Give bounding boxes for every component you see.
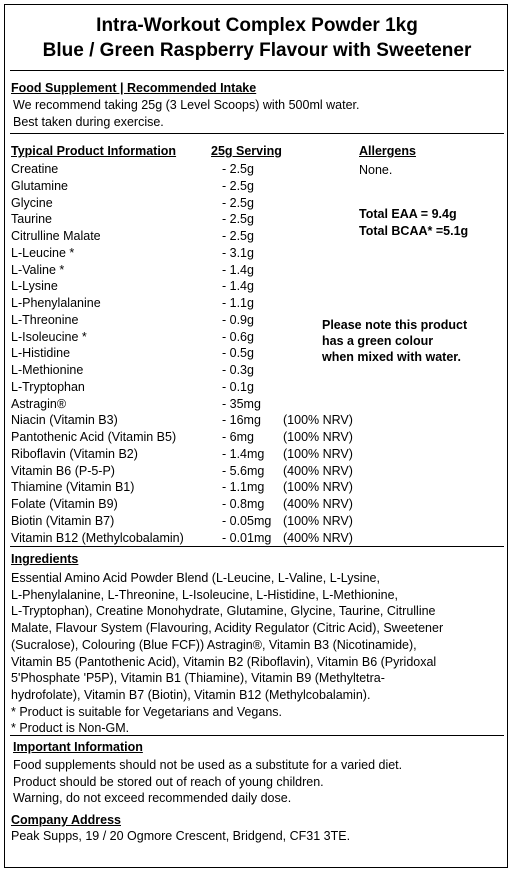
intake-line: We recommend taking 25g (3 Level Scoops) with 500ml water.: [13, 98, 360, 112]
nutrient-nrv: (100% NRV): [283, 430, 353, 444]
col-serving-header: 25g Serving: [211, 144, 282, 158]
ingredients-line: * Product is Non-GM.: [11, 721, 130, 736]
nutrient-name: L-Valine *: [11, 262, 65, 277]
total-bcaa: Total BCAA* =5.1g: [359, 224, 469, 238]
divider: [10, 70, 504, 71]
ingredients-line: Malate, Flavour System (Flavouring, Acidity Regulator (Citric Acid), Sweetener: [11, 621, 444, 636]
nutrient-amount: - 2.5g: [222, 162, 254, 176]
product-subtitle: Blue / Green Raspberry Flavour with Sweetener: [42, 40, 472, 61]
nutrient-name: L-Threonine: [11, 312, 79, 327]
nutrient-name: L-Histidine: [11, 346, 71, 361]
nutrient-nrv: (100% NRV): [283, 513, 353, 528]
nutrient-amount: - 0.1g: [222, 379, 254, 394]
nutrient-nrv: (100% NRV): [283, 480, 353, 495]
ingredients-line: hydrofolate), Vitamin B7 (Biotin), Vitamin B12 (Methylcobalamin).: [11, 687, 371, 702]
nutrient-amount: - 35mg: [222, 396, 261, 411]
nutrient-amount: - 2.5g: [222, 229, 254, 243]
nutrient-name: Glutamine: [11, 178, 68, 193]
nutrient-name: Pantothenic Acid (Vitamin B5): [11, 430, 177, 444]
nutrient-name: Biotin (Vitamin B7): [11, 513, 115, 528]
nutrient-amount: - 16mg: [222, 413, 261, 428]
nutrient-amount: - 0.8mg: [222, 497, 265, 511]
nutrient-amount: - 3.1g: [222, 245, 254, 260]
nutrient-amount: - 0.3g: [222, 363, 254, 377]
divider: [10, 133, 504, 134]
important-line: Warning, do not exceed recommended daily dose.: [13, 791, 292, 806]
nutrient-name: Riboflavin (Vitamin B2): [11, 446, 138, 461]
nutrient-amount: - 2.5g: [222, 178, 254, 193]
divider: [10, 546, 504, 547]
nutrient-name: Glycine: [11, 195, 53, 210]
ingredients-heading: Ingredients: [11, 552, 79, 566]
ingredients-line: (Sucralose), Colouring (Blue FCF)) Astragin®, Vitamin B3 (Nicotinamide),: [11, 637, 417, 652]
nutrient-name: Citrulline Malate: [11, 229, 101, 243]
ingredients-line: 5'Phosphate 'P5P), Vitamin B1 (Thiamine), Vitamin B9 (Methyltetra-: [11, 671, 385, 686]
company-address: Peak Supps, 19 / 20 Ogmore Crescent, Bridgend, CF31 3TE.: [11, 829, 351, 843]
nutrient-name: Thiamine (Vitamin B1): [11, 480, 135, 495]
nutrient-amount: - 0.5g: [222, 346, 254, 361]
nutrient-name: L-Phenylalanine: [11, 296, 101, 310]
nutrient-name: L-Isoleucine *: [11, 329, 87, 344]
nutrient-amount: - 5.6mg: [222, 463, 265, 478]
allergens-value: None.: [359, 163, 393, 177]
divider: [10, 735, 504, 736]
colour-note: when mixed with water.: [322, 350, 461, 364]
intake-line: Best taken during exercise.: [13, 115, 164, 129]
nutrient-name: Folate (Vitamin B9): [11, 497, 118, 511]
nutrient-name: Astragin®: [11, 396, 67, 411]
nutrient-name: Creatine: [11, 162, 59, 176]
nutrient-amount: - 0.05mg: [222, 513, 272, 528]
ingredients-line: L-Tryptophan), Creatine Monohydrate, Glutamine, Glycine, Taurine, Citrulline: [11, 604, 436, 619]
nutrient-nrv: (100% NRV): [283, 446, 353, 461]
colour-note: has a green colour: [322, 334, 434, 348]
ingredients-line: Essential Amino Acid Powder Blend (L-Leucine, L-Valine, L-Lysine,: [11, 571, 380, 585]
nutrient-nrv: (400% NRV): [283, 497, 353, 511]
nutrient-nrv: (100% NRV): [283, 413, 353, 428]
nutrient-name: Taurine: [11, 212, 52, 227]
col-info-header: Typical Product Information: [11, 144, 177, 158]
important-text: [13, 757, 493, 807]
ingredients-text: [11, 570, 491, 737]
company-heading: Company Address: [11, 813, 121, 827]
product-title: Intra-Workout Complex Powder 1kg: [96, 15, 418, 36]
nutrient-amount: - 1.1g: [222, 296, 254, 310]
nutrient-amount: - 0.01mg: [222, 530, 272, 545]
nutrient-amount: - 2.5g: [222, 195, 254, 210]
colour-note: Please note this product: [322, 318, 468, 332]
nutrient-amount: - 1.4g: [222, 279, 254, 294]
nutrient-name: Vitamin B12 (Methylcobalamin): [11, 530, 184, 545]
nutrient-amount: - 0.6g: [222, 329, 254, 344]
ingredients-line: L-Phenylalanine, L-Threonine, L-Isoleucine, L-Histidine, L-Methionine,: [11, 587, 399, 602]
ingredients-line: * Product is suitable for Vegetarians and Vegans.: [11, 704, 283, 719]
important-line: Food supplements should not be used as a substitute for a varied diet.: [13, 758, 403, 772]
nutrient-amount: - 0.9g: [222, 312, 254, 327]
nutrient-name: Vitamin B6 (P-5-P): [11, 463, 115, 478]
nutrient-name: Niacin (Vitamin B3): [11, 413, 118, 428]
nutrient-name: L-Tryptophan: [11, 379, 85, 394]
total-eaa: Total EAA = 9.4g: [359, 207, 457, 221]
nutrient-amount: - 1.4mg: [222, 446, 265, 461]
nutrient-amount: - 6mg: [222, 430, 254, 444]
intake-heading: Food Supplement | Recommended Intake: [11, 81, 257, 95]
col-allergens-header: Allergens: [359, 144, 416, 158]
nutrient-name: L-Methionine: [11, 363, 84, 377]
nutrient-nrv: (400% NRV): [283, 530, 353, 545]
ingredients-line: Vitamin B5 (Pantothenic Acid), Vitamin B2 (Riboflavin), Vitamin B6 (Pyridoxal: [11, 654, 437, 669]
nutrient-amount: - 1.4g: [222, 262, 254, 277]
important-line: Product should be stored out of reach of young children.: [13, 774, 324, 789]
nutrient-amount: - 2.5g: [222, 212, 254, 227]
nutrient-amount: - 1.1mg: [222, 480, 265, 495]
important-heading: Important Information: [13, 740, 143, 754]
nutrient-name: L-Leucine *: [11, 245, 75, 260]
nutrient-name: L-Lysine: [11, 279, 58, 294]
nutrient-nrv: (400% NRV): [283, 463, 353, 478]
